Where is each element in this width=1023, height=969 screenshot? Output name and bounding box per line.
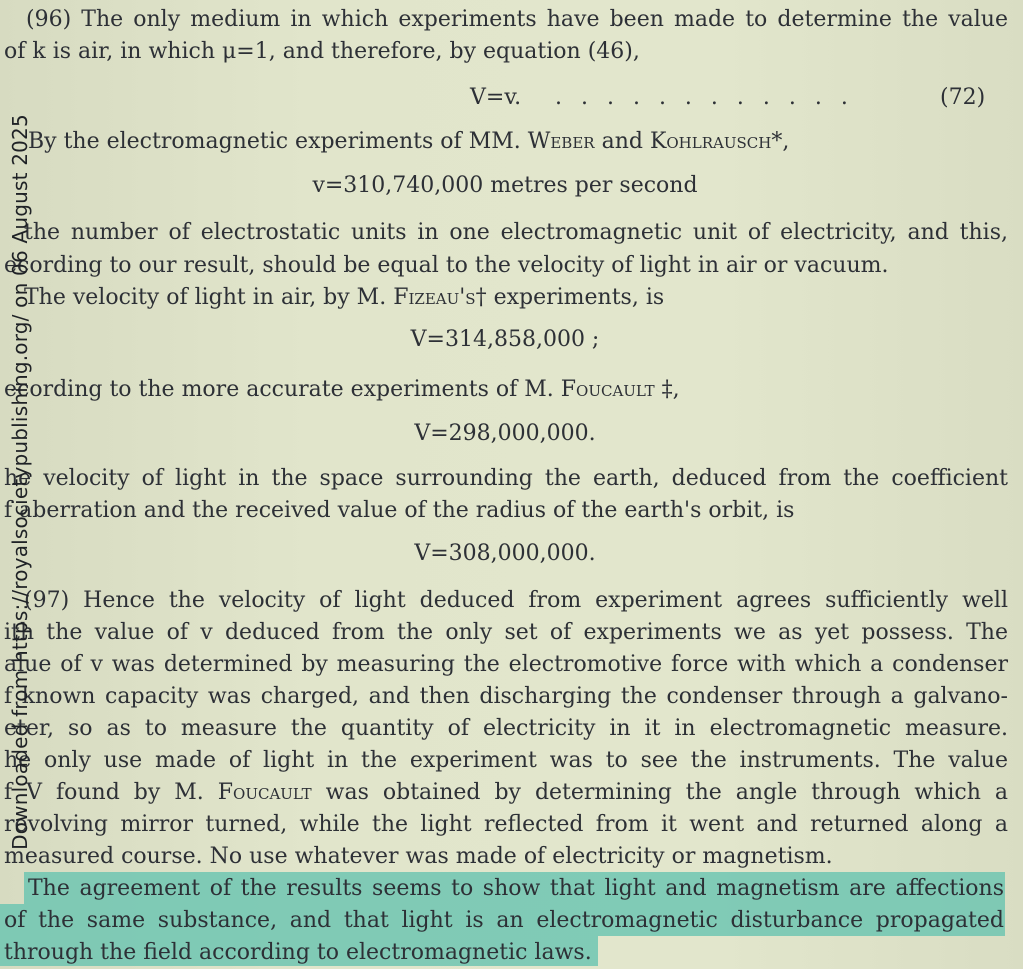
paragraph-97-line-8: revolving mirror turned, while the light reflected from it went and returned along a	[4, 812, 1008, 837]
equation-72-number: (72)	[940, 85, 986, 110]
fizeau-post-text: † experiments, is	[475, 285, 665, 310]
paragraph-96-line-1: (96) The only medium in which experiments have been made to determine the value	[26, 7, 1008, 32]
conclusion-line-1: The agreement of the results seems to show that light and magnetism are affections	[28, 876, 1004, 901]
p97-line7-pre: f V found by M.	[4, 780, 218, 805]
weber-post-text: *,	[771, 129, 790, 154]
paragraph-97-line-4: f known capacity was charged, and then discharging the condenser through a galvano-	[4, 684, 1008, 709]
download-watermark: Downloaded from https://royalsocietypublishing.org/ on 06 August 2025	[8, 114, 32, 850]
weber-kohlrausch-line	[28, 128, 789, 156]
aberration-line-1: he velocity of light in the space surrounding the earth, deduced from the coefficient	[4, 466, 1008, 491]
equation-fizeau: V=314,858,000 ;	[410, 327, 600, 352]
foucault-line	[4, 376, 680, 404]
paragraph-97-line-3: alue of v was determined by measuring the electromotive force with which a condenser	[4, 652, 1008, 677]
foucault-post-text: ‡,	[654, 377, 680, 402]
paragraph-97-line-6: he only use made of light in the experiment was to see the instruments. The value	[4, 748, 1008, 773]
kohlrausch-name: Kohlrausch	[649, 129, 772, 154]
paragraph-97-line-2: ith the value of v deduced from the only set of experiments we as yet possess. The	[4, 620, 1008, 645]
weber-mid-text: and	[594, 129, 650, 154]
equation-72-dots: . . . . . . . . . . . .	[555, 85, 854, 110]
conclusion-line-2: of the same substance, and that light is an electromagnetic disturbance propagated	[4, 908, 1004, 933]
equation-aberration: V=308,000,000.	[414, 541, 596, 566]
foucault-name: Foucault	[560, 377, 655, 402]
fizeau-name: Fizeau's	[393, 285, 476, 310]
conclusion-line-3: through the field according to electromagnetic laws.	[4, 940, 592, 965]
fizeau-line	[24, 284, 664, 312]
units-paragraph-line-1: the number of electrostatic units in one electromagnetic unit of electricity, and this,	[24, 220, 1008, 245]
paragraph-96-line-2: of k is air, in which μ=1, and therefore, by equation (46),	[4, 39, 640, 64]
foucault-pre-text: ecording to the more accurate experiments of M.	[4, 377, 561, 402]
paragraph-97-line-5: eter, so as to measure the quantity of electricity in it in electromagnetic measure.	[4, 716, 1008, 741]
equation-72-expr: V=v.	[470, 85, 522, 110]
p97-line7-post: was obtained by determining the angle through which a	[311, 780, 1008, 805]
units-paragraph-line-2: ecording to our result, should be equal to the velocity of light in air or vacuum.	[4, 253, 889, 278]
equation-foucault: V=298,000,000.	[414, 421, 596, 446]
weber-name: Weber	[527, 129, 595, 154]
equation-v-value: v=310,740,000 metres per second	[312, 173, 698, 198]
paragraph-97-line-9: measured course. No use whatever was made of electricity or magnetism.	[4, 844, 833, 869]
weber-pre-text: By the electromagnetic experiments of MM.	[28, 129, 528, 154]
paragraph-97-line-7	[4, 779, 1008, 807]
fizeau-pre-text: The velocity of light in air, by M.	[24, 285, 394, 310]
p97-foucault-name: Foucault	[217, 780, 312, 805]
paragraph-97-line-1: (97) Hence the velocity of light deduced from experiment agrees sufficiently well	[24, 588, 1008, 613]
aberration-line-2: f aberration and the received value of the radius of the earth's orbit, is	[4, 498, 795, 523]
